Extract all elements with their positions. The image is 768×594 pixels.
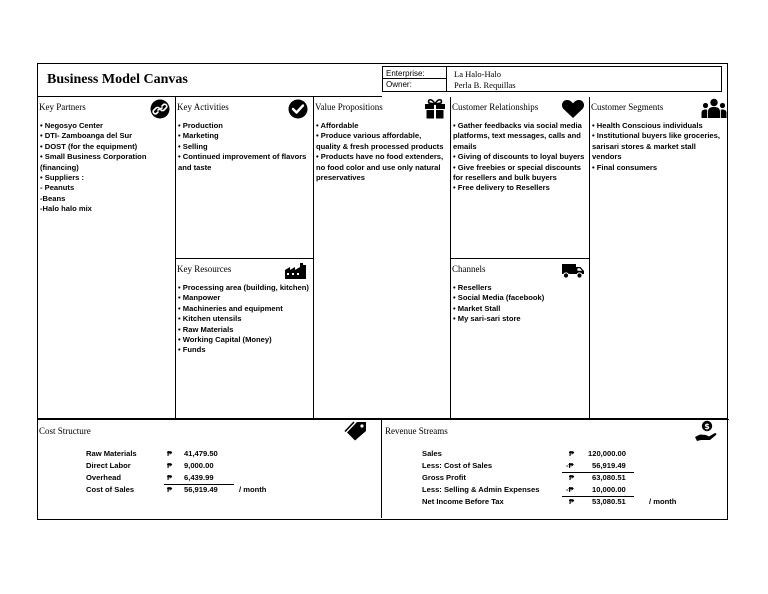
list-item: • Giving of discounts to loyal buyers [453, 152, 585, 162]
table-row [38, 473, 382, 484]
cost-row-label: Overhead [86, 473, 122, 482]
list-item: • Kitchen utensils [178, 314, 242, 324]
channels-section [451, 259, 590, 420]
key-partners-section [38, 97, 176, 420]
list-item: • Selling [178, 141, 208, 151]
list-item: • Funds [178, 345, 206, 355]
revenue-row-value: 120,000.00 [588, 449, 627, 458]
revenue-row-sign: ₱ [569, 473, 575, 482]
cost-structure-title: Cost Structure [39, 426, 91, 436]
table-row [38, 449, 382, 460]
table-row [382, 497, 726, 508]
truck-icon [561, 263, 585, 279]
channels-title: Channels [452, 264, 486, 274]
customer-relationships-title: Customer Relationships [452, 102, 539, 112]
cost-row-value: 41,479.50 [184, 449, 218, 458]
revenue-row-label: Sales [422, 449, 442, 458]
revenue-row-sign: ₱ [569, 449, 575, 458]
table-row [38, 485, 382, 496]
table-row [382, 449, 726, 460]
list-item: • Manpower [178, 293, 221, 303]
table-row [382, 473, 726, 484]
revenue-row-value: 63,080.51 [592, 473, 626, 482]
list-item: • Institutional buyers like groceries, sarisari stores & market stall vendors [592, 131, 720, 162]
value-propositions-section [314, 97, 451, 420]
heart-icon [561, 99, 585, 119]
cost-row-label: Direct Labor [86, 461, 131, 470]
value-propositions-title: Value Propositions [315, 102, 383, 112]
list-item: • Continued improvement of flavors and taste [178, 152, 307, 172]
svg-text:$: $ [704, 422, 710, 431]
list-item: • Final consumers [592, 162, 658, 172]
revenue-row-value: 10,000.00 [592, 485, 626, 494]
revenue-row-label: Gross Profit [422, 473, 466, 482]
list-item: • Produce various affordable, quality & fresh processed products [316, 131, 444, 151]
cost-row-sign: ₱ [167, 461, 173, 470]
factory-icon [284, 262, 308, 280]
key-partners-list [40, 121, 172, 215]
list-item: • Social Media (facebook) [453, 293, 545, 303]
revenue-row-label: Less: Selling & Admin Expenses [422, 485, 540, 494]
list-item: • Marketing [178, 131, 219, 141]
revenue-row-label: Less: Cost of Sales [422, 461, 493, 470]
list-item: -Halo halo mix [40, 204, 92, 214]
list-item: • Processing area (building, kitchen) [178, 283, 309, 292]
cost-row-label: Raw Materials [86, 449, 137, 458]
revenue-row-sign: -₱ [566, 461, 574, 470]
customer-segments-section [590, 97, 729, 420]
revenue-row-suffix: / month [649, 497, 677, 506]
customer-relationships-section [451, 97, 590, 259]
enterprise-info-box [382, 66, 722, 92]
list-item: • Give freebies or special discounts for resellers and bulk buyers [453, 162, 582, 183]
list-item: • Market Stall [453, 303, 501, 313]
cost-row-value: 56,919.49 [184, 485, 218, 494]
cost-row-sign: ₱ [167, 473, 173, 482]
tag-icon [344, 421, 368, 441]
channels-list [453, 283, 586, 325]
bottom-row [37, 418, 728, 520]
customer-segments-title: Customer Segments [591, 102, 664, 112]
table-row [38, 461, 382, 472]
key-activities-list [178, 121, 310, 173]
list-item: • Small Business Corporation (financing) [40, 152, 147, 172]
key-activities-section [176, 97, 314, 259]
cost-structure-table [38, 449, 382, 509]
revenue-streams-table [382, 449, 726, 517]
list-item: • Resellers [453, 283, 492, 292]
cost-row-value: 6,439.99 [184, 473, 214, 482]
link-icon [149, 99, 171, 119]
canvas-title: Business Model Canvas [47, 72, 188, 87]
revenue-row-value: 53,080.51 [592, 497, 626, 506]
list-item: • Health Conscious individuals [592, 121, 703, 130]
cost-row-sign: ₱ [167, 485, 173, 494]
key-resources-section [176, 259, 314, 420]
hand-coin-icon [694, 420, 718, 442]
title-cell [38, 64, 382, 97]
list-item: • Free delivery to Resellers [453, 183, 550, 193]
customer-relationships-list [453, 121, 586, 194]
cost-row-value: 9,000.00 [184, 461, 214, 470]
list-item: • Production [178, 121, 223, 130]
list-item: • Negosyo Center [40, 121, 104, 130]
owner-label: Owner: [386, 80, 412, 89]
revenue-streams-title: Revenue Streams [385, 426, 448, 436]
value-propositions-list [316, 121, 447, 183]
list-item: • DTI- Zamboanga del Sur [40, 131, 133, 141]
owner-value: Perla B. Requillas [454, 80, 516, 90]
table-row [382, 485, 726, 496]
cost-row-label: Cost of Sales [86, 485, 135, 494]
list-item: • DOST (for the equipment) [40, 141, 138, 151]
revenue-row-label: Net Income Before Tax [422, 497, 504, 506]
key-resources-list [178, 283, 310, 356]
revenue-row-value: 56,919.49 [592, 461, 626, 470]
key-resources-title: Key Resources [177, 264, 232, 274]
table-row [382, 461, 726, 472]
revenue-row-sign: ₱ [569, 497, 575, 506]
users-icon [701, 98, 727, 119]
gift-icon [424, 98, 446, 119]
check-circle-icon [287, 99, 309, 119]
business-model-canvas [37, 63, 728, 419]
key-partners-title: Key Partners [39, 102, 86, 112]
list-item: • Machineries and equipment [178, 303, 283, 313]
customer-segments-list [592, 121, 726, 173]
key-activities-title: Key Activities [177, 102, 229, 112]
list-item: -Beans [40, 193, 66, 203]
list-item: • Gather feedbacks via social media platforms, text messages, calls and emails [453, 121, 582, 151]
list-item: • Affordable [316, 121, 359, 130]
list-item: • My sari-sari store [453, 314, 521, 324]
enterprise-value: La Halo-Halo [454, 69, 501, 79]
list-item: • Working Capital (Money) [178, 335, 272, 345]
list-item: - Peanuts [40, 183, 75, 193]
list-item: • Suppliers : [40, 173, 85, 183]
enterprise-label: Enterprise: [386, 69, 425, 78]
revenue-streams-section [382, 418, 726, 518]
cost-row-sign: ₱ [167, 449, 173, 458]
revenue-row-sign: -₱ [566, 485, 574, 494]
list-item: • Raw Materials [178, 324, 234, 334]
cost-row-suffix: / month [239, 485, 267, 494]
list-item: • Products have no food extenders, no food color and use only natural preservatives [316, 152, 444, 183]
cost-structure-section [38, 418, 382, 518]
